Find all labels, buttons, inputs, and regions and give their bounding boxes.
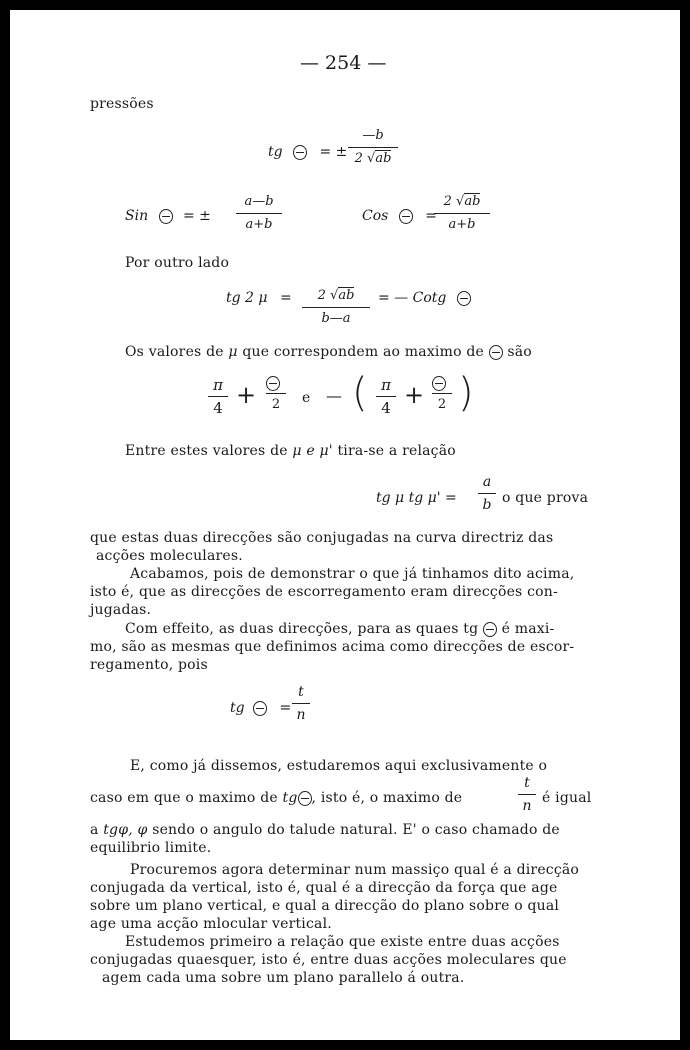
equation-tg-theta-t-n (230, 700, 291, 716)
theta-symbol (266, 376, 280, 391)
two: 2 (354, 151, 363, 166)
denominator: 2 (437, 397, 447, 412)
equation-cos-theta (362, 208, 437, 224)
text-line: age uma acção mlocular vertical. (90, 916, 332, 932)
text-fragment: caso em que o maximo de (90, 790, 278, 806)
text-line: jugadas. (90, 602, 152, 618)
theta-symbol (253, 701, 267, 716)
fraction-pi-over-4 (376, 376, 396, 417)
text-fragment: sendo o angulo do talude natural. E' o caso chamado de (152, 822, 560, 838)
text-fragment: que correspondem ao maximo de (242, 344, 484, 360)
equals-plus-minus: = ± (319, 144, 348, 160)
fraction-bar (348, 147, 398, 148)
theta-symbol (293, 145, 307, 160)
denominator: 2 √ab (354, 151, 392, 166)
radicand: ab (464, 194, 481, 209)
fraction-bar (518, 794, 536, 795)
fraction-neg-b-over-2-sqrt-ab (348, 127, 398, 168)
fraction-t-over-n (292, 683, 310, 724)
cos-symbol: Cos (362, 208, 389, 224)
text-line: E, como já dissemos, estudaremos aqui exclusivamente o (130, 758, 548, 774)
equation-tg-2mu (226, 290, 292, 306)
fraction-bar (236, 213, 282, 214)
fraction-bar (266, 393, 286, 394)
theta-symbol (399, 209, 413, 224)
equals-sign: = (279, 290, 292, 306)
text-fragment: , isto é, o maximo de (311, 790, 463, 806)
text-fragment: Com effeito, as duas direcções, para as quaes tg (125, 621, 479, 637)
fraction-a-over-b (478, 473, 496, 514)
text-line: Acabamos, pois de demonstrar o que já tinhamos dito acima, (130, 566, 575, 582)
document-page (10, 10, 680, 1040)
denominator: n (296, 707, 306, 723)
fraction-bar (208, 396, 228, 397)
fraction-bar (478, 493, 496, 494)
theta-symbol (159, 209, 173, 224)
equals-plus-minus: = ± (183, 208, 211, 224)
equals-sign: = (279, 700, 292, 716)
fraction-pi-over-4 (208, 376, 228, 417)
numerator: —b (362, 128, 384, 143)
fraction-theta-over-2 (266, 376, 286, 414)
tg-2mu: tg 2 μ (226, 290, 268, 306)
numerator: π (213, 376, 223, 394)
text-line: Estudemos primeiro a relação que existe entre duas acções (125, 934, 560, 950)
numerator: 2 √ab (443, 194, 481, 209)
equals-sign: = (425, 208, 437, 224)
numerator (432, 376, 452, 391)
page-number: — 254 — (300, 52, 387, 74)
minus-cotg: = — Cotg (378, 290, 447, 306)
theta-symbol (489, 345, 503, 360)
text-fragment: Entre estes valores de (125, 443, 288, 459)
text-fragment: o que prova (502, 490, 589, 506)
text-line (125, 443, 456, 459)
tg-mu-product: tg μ tg μ' = (376, 490, 457, 506)
left-paren: ( (352, 370, 368, 416)
right-paren: ) (458, 370, 474, 416)
text-line: conjugadas quaesquer, isto é, entre duas acções moleculares que (90, 952, 567, 968)
plus-sign: + (404, 381, 425, 409)
sin-symbol: Sin (125, 208, 149, 224)
numerator: t (298, 684, 304, 700)
fraction-bar (292, 703, 310, 704)
mu-symbol: μ (228, 344, 238, 360)
text-fragment: a (90, 822, 99, 838)
text-line: Por outro lado (125, 255, 230, 271)
equation-cotg (378, 290, 471, 306)
conjunction-e: e (302, 390, 311, 406)
denominator: a+b (448, 217, 476, 232)
text-line: regamento, pois (90, 657, 208, 673)
text-line (125, 621, 554, 637)
text-line (90, 790, 462, 806)
denominator: 2 (271, 397, 281, 412)
radicand: ab (375, 151, 392, 166)
text-line: Procuremos agora determinar num massiço qual é a direcção (130, 862, 580, 878)
fraction-bar (302, 307, 370, 308)
mu-pair: μ e μ' (292, 443, 333, 459)
text-line: pressões (90, 96, 154, 112)
fraction-2-sqrt-ab-over-a-plus-b (434, 193, 490, 234)
equation-tg-theta (268, 144, 347, 160)
denominator: 4 (213, 399, 223, 417)
fraction-t-over-n (518, 774, 536, 815)
two: 2 (443, 194, 452, 209)
text-fragment: Os valores de (125, 344, 224, 360)
text-line: equilibrio limite. (90, 840, 212, 856)
text-line: acções moleculares. (96, 548, 243, 564)
text-line: sobre um plano vertical, e qual a direcção do plano sobre o qual (90, 898, 560, 914)
radicand: ab (338, 288, 355, 303)
denominator: b (482, 497, 492, 513)
tg-symbol: tg (268, 144, 283, 160)
text-fragment: é igual (542, 790, 592, 806)
phi-symbol: φ (137, 822, 148, 838)
numerator: a (482, 474, 492, 490)
minus-sign: — (326, 386, 342, 405)
text-line (90, 822, 560, 838)
theta-symbol (298, 791, 312, 806)
theta-symbol (483, 622, 497, 637)
text-fragment: tira-se a relação (337, 443, 456, 459)
two: 2 (317, 288, 326, 303)
theta-symbol (457, 291, 471, 306)
fraction-2-sqrt-ab-over-b-minus-a (302, 287, 370, 328)
tg-symbol: tg (282, 790, 298, 806)
text-fragment: é maxi- (501, 621, 555, 637)
text-line (125, 344, 532, 360)
text-line: agem cada uma sobre um plano parallelo á outra. (102, 970, 465, 986)
theta-symbol (432, 376, 446, 391)
text-line: conjugada da vertical, isto é, qual é a direcção da força que age (90, 880, 558, 896)
text-line: isto é, que as direcções de escorregamento eram direcções con- (90, 584, 558, 600)
fraction-a-minus-b-over-a-plus-b (236, 193, 282, 234)
numerator: π (381, 376, 391, 394)
text-fragment: são (507, 344, 532, 360)
numerator: a—b (244, 194, 274, 209)
denominator: b—a (321, 311, 351, 326)
numerator (266, 376, 286, 391)
equation-tg-mu-product (376, 490, 457, 506)
text-line: que estas duas direcções são conjugadas na curva directriz das (90, 530, 554, 546)
denominator: a+b (245, 217, 273, 232)
fraction-theta-over-2 (432, 376, 452, 414)
fraction-bar (432, 393, 452, 394)
denominator: n (522, 798, 532, 814)
numerator: t (524, 775, 530, 791)
tg-phi: tgφ, (103, 822, 133, 838)
plus-sign: + (236, 381, 257, 409)
fraction-bar (434, 213, 490, 214)
denominator: 4 (381, 399, 391, 417)
fraction-bar (376, 396, 396, 397)
equation-sin-theta (125, 208, 211, 224)
numerator: 2 √ab (317, 288, 355, 303)
text-line: mo, são as mesmas que definimos acima como direcções de escor- (90, 639, 575, 655)
tg-symbol: tg (230, 700, 245, 716)
